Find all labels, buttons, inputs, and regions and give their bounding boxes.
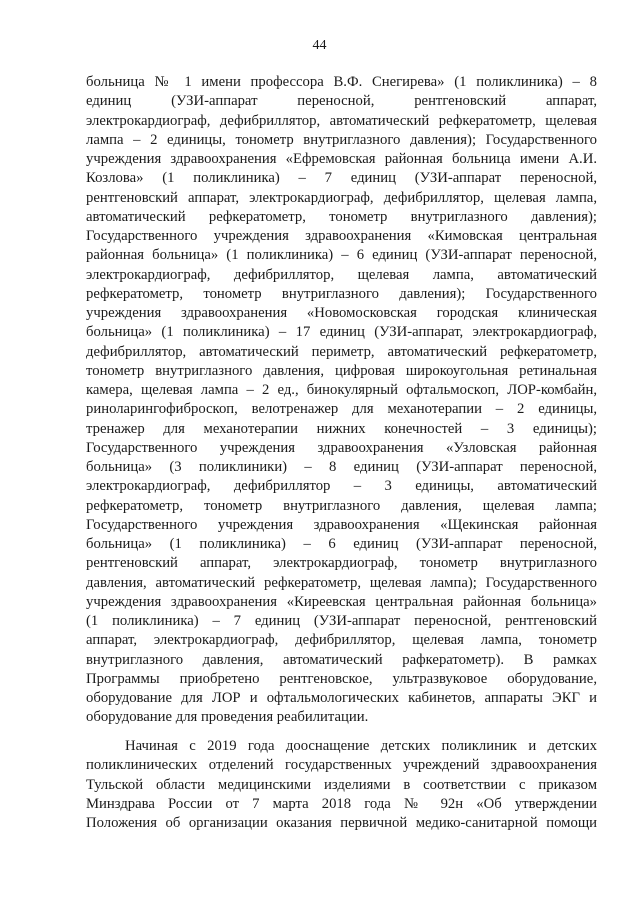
- text-line: Начиная с 2019 года дооснащение детских поликлиник и детских: [125, 738, 597, 754]
- text-line: районная больница» (1 поликлиника) – 6 единиц (УЗИ-аппарат переносной,: [86, 247, 597, 264]
- text-line: учреждения здравоохранения «Киреевская центральная районная больница»: [86, 593, 597, 610]
- text-line: больница» (3 поликлиники) – 8 единиц (УЗИ-аппарат переносной,: [86, 459, 597, 475]
- text-line: Положения об организации оказания первичной медико-санитарной помощи: [86, 815, 597, 831]
- text-line: Государственного учреждения здравоохранения «Щекинская районная: [86, 516, 597, 533]
- text-line: оборудование для ЛОР и офтальмологических кабинетов, аппараты ЭКГ и: [86, 690, 597, 706]
- page-number: 44: [312, 38, 327, 53]
- text-line: учреждения здравоохранения «Новомосковская городская клиническая: [86, 305, 597, 321]
- text-line: автоматический рефкератометр, тонометр внутриглазного давления);: [86, 208, 597, 225]
- text-line: электрокардиограф, дефибриллятор, щелевая лампа, автоматический: [86, 266, 597, 283]
- text-line: Козлова» (1 поликлиника) – 7 единиц (УЗИ-аппарат переносной,: [86, 170, 597, 187]
- text-line: Минздрава России от 7 марта 2018 года № 92н «Об утверждении: [86, 795, 597, 812]
- paragraph-children-clinics: [86, 737, 597, 833]
- text-line: дефибриллятор, автоматический периметр, автоматический рефкератометр,: [86, 343, 597, 360]
- text-line: внутриглазного давления, автоматический рафкератометр). В рамках: [86, 651, 597, 668]
- text-line: единиц (УЗИ-аппарат переносной, рентгеновский аппарат,: [86, 93, 597, 110]
- text-line: больница» (1 поликлиника) – 17 единиц (УЗИ-аппарат, электрокардиограф,: [86, 324, 597, 341]
- text-line: рентгеновский аппарат, электрокардиограф, дефибриллятор, щелевая лампа,: [86, 189, 597, 206]
- text-line: Государственного учреждения здравоохранения «Узловская районная: [86, 439, 597, 456]
- paragraph-equipment-list: [86, 73, 597, 728]
- text-line: электрокардиограф, дефибриллятор, автоматический рефкератометр, щелевая: [86, 112, 597, 129]
- text-line: больница» (1 поликлиника) – 6 единиц (УЗИ-аппарат переносной,: [86, 536, 597, 552]
- text-line: Программы приобретено рентгеновское, ультразвуковое оборудование,: [86, 670, 597, 687]
- text-line: электрокардиограф, дефибриллятор – 3 единицы, автоматический: [86, 478, 597, 495]
- text-line: риноларингофиброскоп, велотренажер для механотерапии – 2 единицы,: [86, 401, 597, 418]
- text-line: учреждения здравоохранения «Ефремовская районная больница имени А.И.: [86, 151, 597, 167]
- text-line: аппарат, электрокардиограф, дефибриллятор, щелевая лампа, тонометр: [86, 632, 597, 649]
- text-line: тонометр внутриглазного давления, цифровая широкоугольная ретинальная: [86, 362, 597, 379]
- text-line: рефкератометр, тонометр внутриглазного давления); Государственного: [86, 285, 597, 302]
- text-line: рефкератометр, тонометр внутриглазного давления, щелевая лампа;: [86, 497, 597, 514]
- text-line: больница № 1 имени профессора В.Ф. Снегирева» (1 поликлиника) – 8: [86, 74, 597, 90]
- text-line: рентгеновский аппарат, электрокардиограф, тонометр внутриглазного: [86, 555, 597, 572]
- text-line: оборудование для проведения реабилитации.: [86, 709, 369, 726]
- text-line: Государственного учреждения здравоохранения «Кимовская центральная: [86, 228, 597, 244]
- text-line: лампа – 2 единицы, тонометр внутриглазного давления); Государственного: [86, 131, 597, 148]
- text-line: камера, щелевая лампа – 2 ед., бинокулярный офтальмоскоп, ЛОР-комбайн,: [86, 382, 597, 398]
- text-line: поликлинических отделений государственных учреждений здравоохранения: [86, 757, 597, 774]
- text-line: Тульской области медицинскими изделиями в соответствии с приказом: [86, 776, 597, 793]
- text-line: тренажер для механотерапии нижних конечностей – 3 единицы);: [86, 420, 597, 437]
- text-line: давления, автоматический рефкератометр, щелевая лампа); Государственного: [86, 574, 597, 591]
- text-line: (1 поликлиника) – 7 единиц (УЗИ-аппарат переносной, рентгеновский: [86, 613, 597, 629]
